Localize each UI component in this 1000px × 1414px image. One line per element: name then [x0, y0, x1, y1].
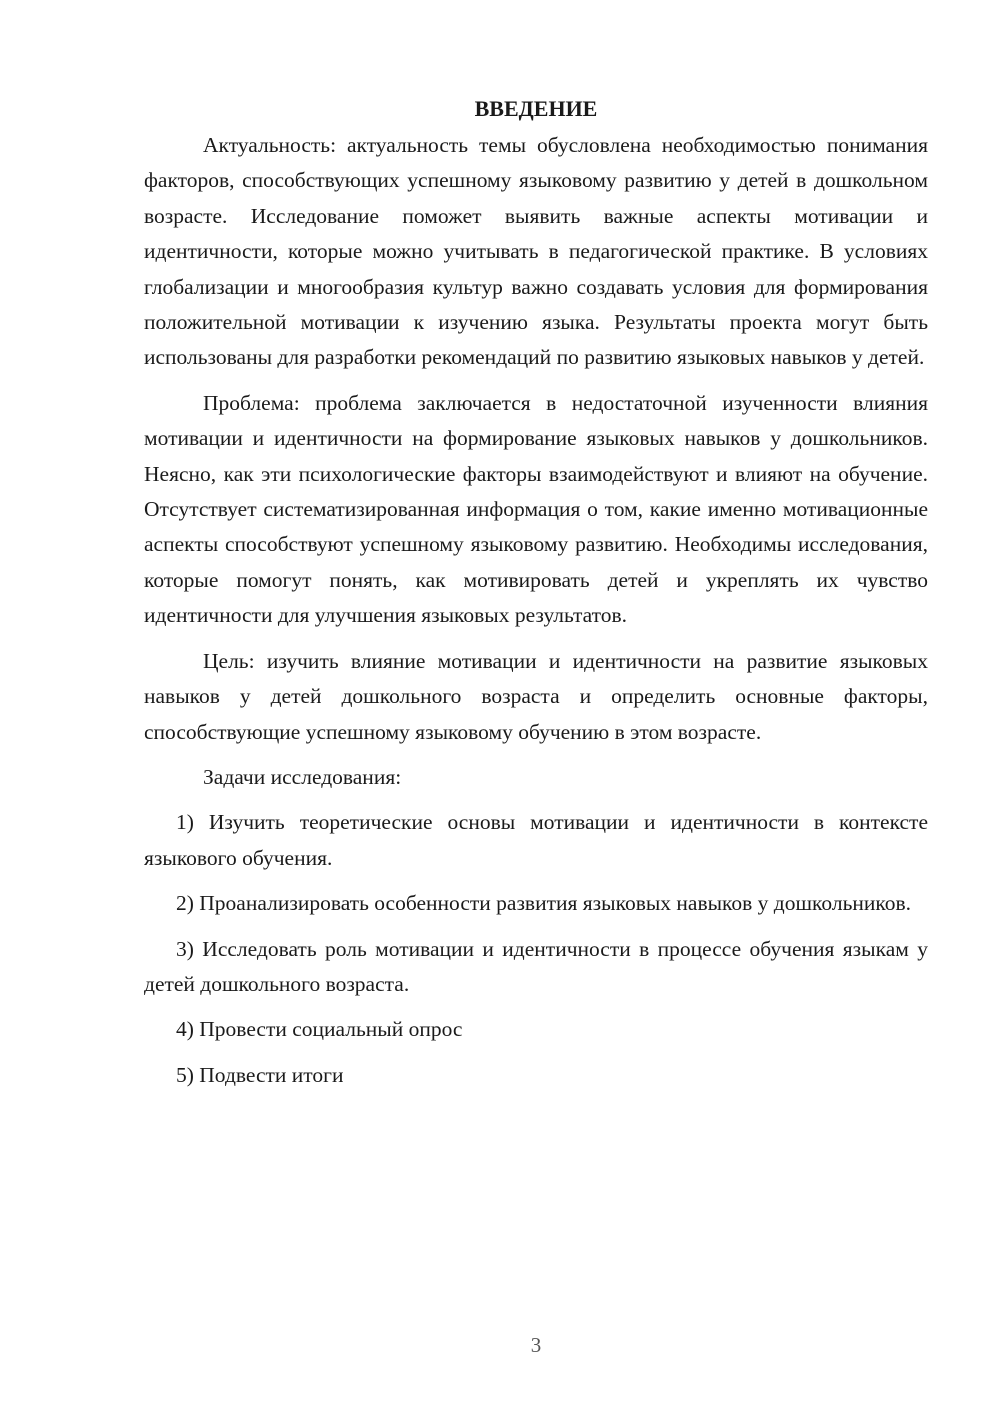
problem-paragraph: Проблема: проблема заключается в недостаточной изученности влияния мотивации и идентичности на формирование языковых навыков у дошкольников. Неясно, как эти психологические факторы взаимодействуют и влияют на обучение. Отсутствует систематизированная информация о том, какие именно мотивационные аспекты способствуют успешному языковому развитию. Необходимы исследования, которые помогут понять, как мотивировать детей и укреплять их чувство идентичности для улучшения языковых результатов.: [144, 390, 928, 628]
goal-paragraph: Цель: изучить влияние мотивации и идентичности на развитие языковых навыков у детей дошкольного возраста и определить основные факторы, способствующие успешному языковому обучению в этом возрасте.: [144, 648, 928, 744]
document-page: [144, 94, 928, 1093]
task-item-1: 1) Изучить теоретические основы мотивации и идентичности в контексте языкового обучения.: [144, 810, 928, 870]
task-item-5: 5) Подвести итоги: [176, 1062, 344, 1087]
page-number: 3: [530, 1333, 542, 1357]
task-item-3: 3) Исследовать роль мотивации и идентичности в процессе обучения языкам у детей дошкольного возраста.: [144, 936, 928, 996]
relevance-paragraph: Актуальность: актуальность темы обусловлена необходимостью понимания факторов, способствующих успешному языковому развитию у детей в дошкольном возрасте. Исследование поможет выявить важные аспекты мотивации и идентичности, которые можно учитывать в педагогической практике. В условиях глобализации и многообразия культур важно создавать условия для формирования положительной мотивации к изучению языка. Результаты проекта могут быть использованы для разработки рекомендаций по развитию языковых навыков у детей.: [144, 133, 928, 370]
task-item-2: 2) Проанализировать особенности развития языковых навыков у дошкольников.: [176, 891, 912, 916]
page-title: ВВЕДЕНИЕ: [474, 96, 598, 121]
task-item-4: 4) Провести социальный опрос: [176, 1017, 463, 1042]
tasks-heading: Задачи исследования:: [203, 764, 402, 789]
